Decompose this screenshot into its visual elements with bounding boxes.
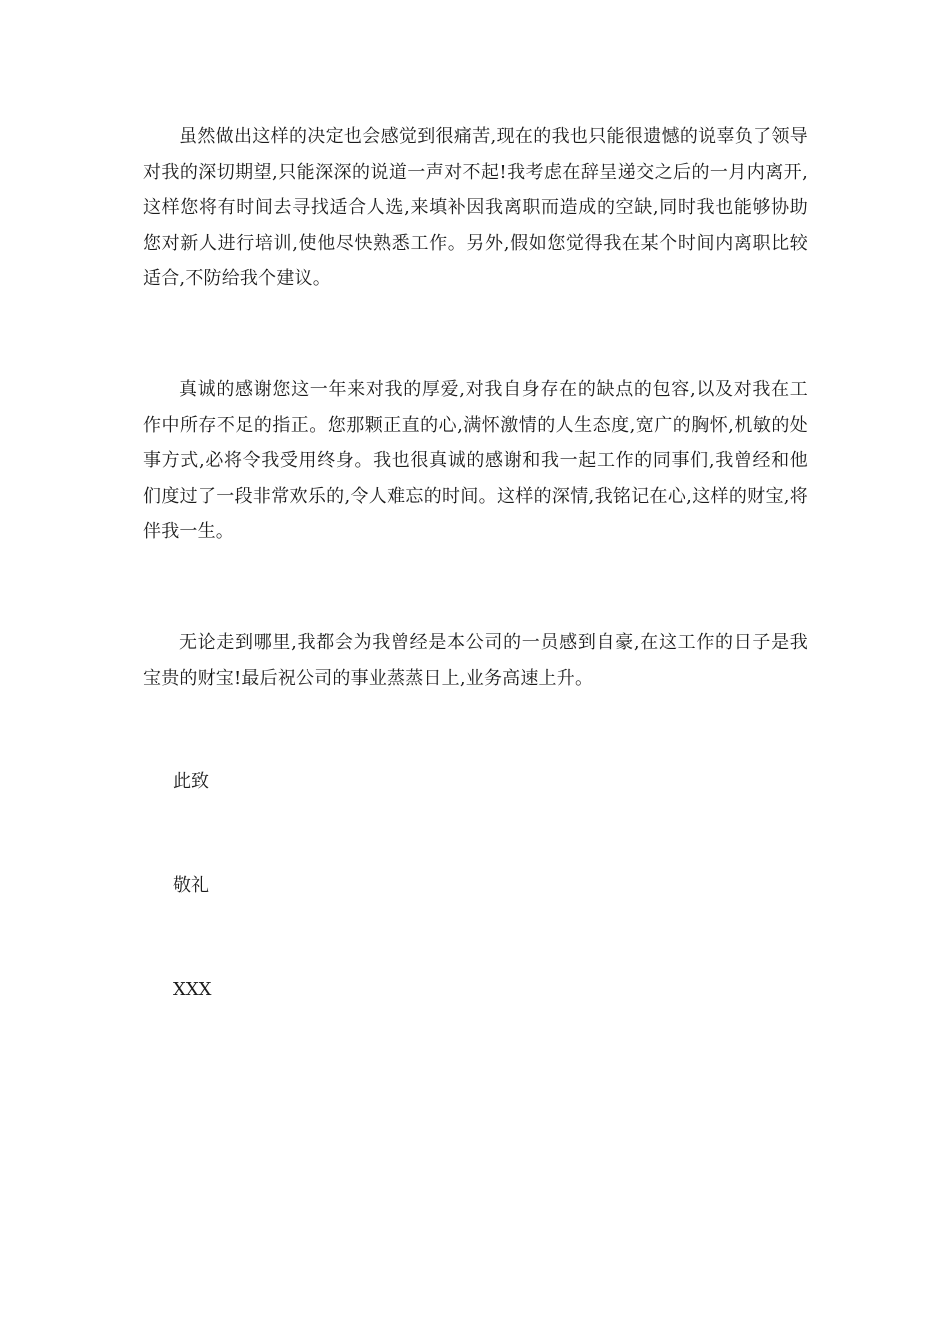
closing-respect: 敬礼: [173, 875, 209, 896]
closing-salutation: 此致: [173, 771, 209, 792]
paragraph-gratitude: 真诚的感谢您这一年来对我的厚爱,对我自身存在的缺点的包容,以及对我在工作中所存不足的指正。您那颗正直的心,满怀激情的人生态度,宽广的胸怀,机敏的处事方式,必将令我受用终身。我也很真诚的感谢和我一起工作的同事们,我曾经和他们度过了一段非常欢乐的,令人难忘的时间。这样的深情,我铭记在心,这样的财宝,将伴我一生。: [143, 379, 808, 542]
signature: XXX: [173, 979, 212, 1000]
paragraph-resignation-notice: 虽然做出这样的决定也会感觉到很痛苦,现在的我也只能很遗憾的说辜负了领导对我的深切期望,只能深深的说道一声对不起!我考虑在辞呈递交之后的一月内离开,这样您将有时间去寻找适合人选,来填补因我离职而造成的空缺,同时我也能够协助您对新人进行培训,使他尽快熟悉工作。另外,假如您觉得我在某个时间内离职比较适合,不防给我个建议。: [143, 126, 808, 289]
paragraph-best-wishes: 无论走到哪里,我都会为我曾经是本公司的一员感到自豪,在这工作的日子是我宝贵的财宝!最后祝公司的事业蒸蒸日上,业务高速上升。: [143, 632, 808, 689]
